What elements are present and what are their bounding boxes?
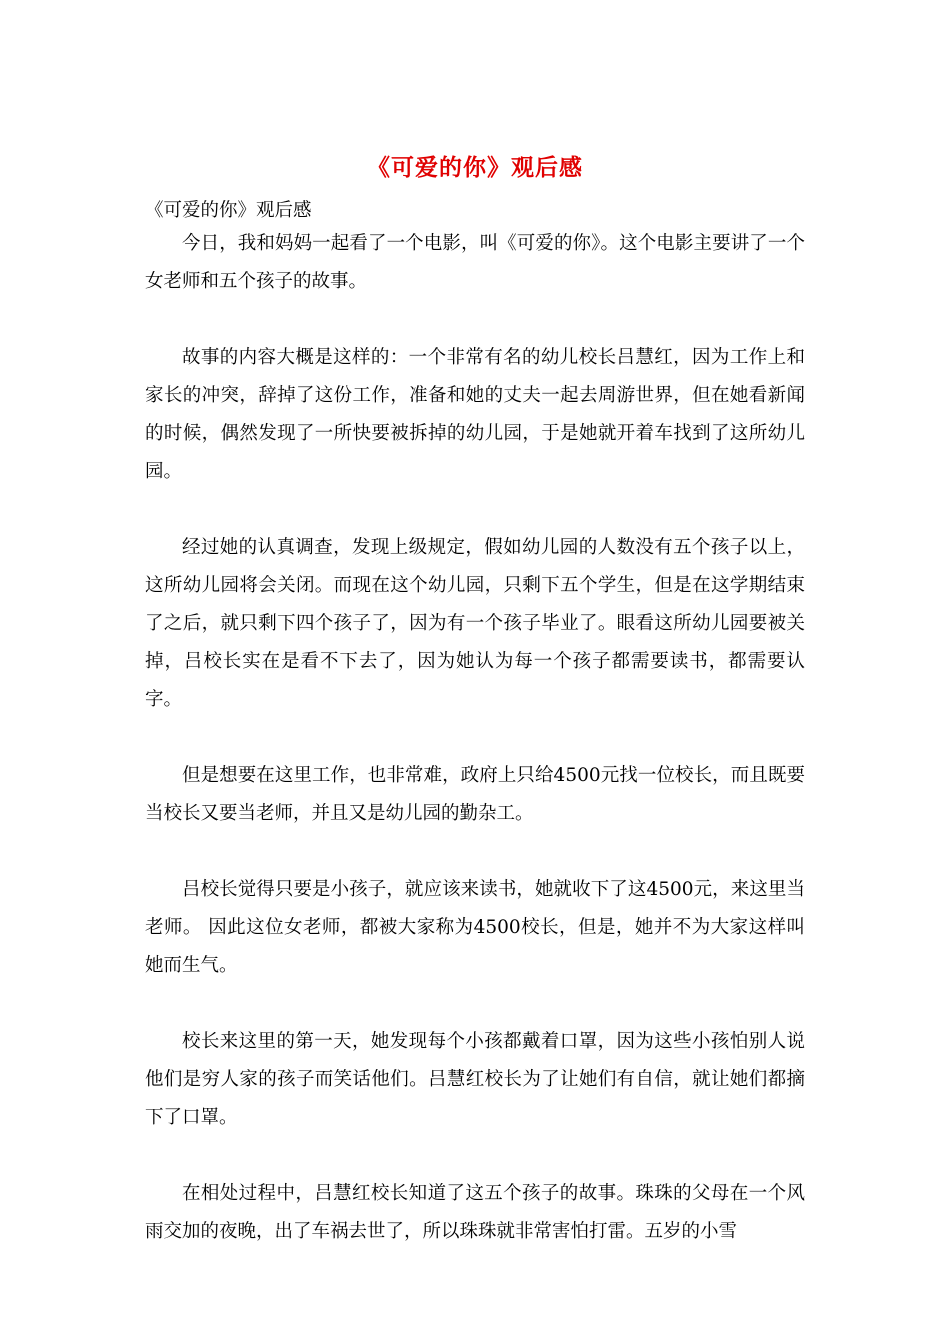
paragraph: 经过她的认真调查，发现上级规定，假如幼儿园的人数没有五个孩子以上，这所幼儿园将会关闭。而现在这个幼儿园，只剩下五个学生，但是在这学期结束了之后，就只剩下四个孩子了，因为有一个孩子毕业了。眼看这所幼儿园要被关掉，吕校长实在是看不下去了，因为她认为每一个孩子都需要读书，都需要认字。	[145, 537, 805, 710]
paragraph-gap	[145, 985, 805, 1023]
paragraph-gap	[145, 719, 805, 757]
paragraph: 故事的内容大概是这样的：一个非常有名的幼儿校长吕慧红，因为工作上和家长的冲突，辞掉了这份工作，准备和她的丈夫一起去周游世界，但在她看新闻的时候，偶然发现了一所快要被拆掉的幼儿园，于是她就开着车找到了这所幼儿园。	[145, 347, 805, 482]
paragraph: 今日，我和妈妈一起看了一个电影，叫《可爱的你》。这个电影主要讲了一个女老师和五个孩子的故事。	[145, 233, 805, 292]
paragraph-gap	[145, 491, 805, 529]
paragraph: 吕校长觉得只要是小孩子，就应该来读书，她就收下了这4500元，来这里当老师。 因此这位女老师，都被大家称为4500校长，但是，她并不为大家这样叫她而生气。	[145, 879, 805, 976]
document-subtitle: 《可爱的你》观后感	[145, 200, 312, 221]
document-title: 《可爱的你》观后感	[367, 154, 583, 181]
paragraph: 校长来这里的第一天，她发现每个小孩都戴着口罩，因为这些小孩怕别人说他们是穷人家的孩子而笑话他们。吕慧红校长为了让她们有自信，就让她们都摘下了口罩。	[145, 1031, 805, 1128]
document-body	[145, 197, 805, 1251]
paragraph-gap	[145, 1137, 805, 1175]
paragraph: 在相处过程中，吕慧红校长知道了这五个孩子的故事。珠珠的父母在一个风雨交加的夜晚，出了车祸去世了，所以珠珠就非常害怕打雷。五岁的小雪	[145, 1183, 805, 1242]
paragraph-gap	[145, 301, 805, 339]
paragraph-gap	[145, 833, 805, 871]
paragraph: 但是想要在这里工作，也非常难，政府上只给4500元找一位校长，而且既要当校长又要当老师，并且又是幼儿园的勤杂工。	[145, 765, 805, 824]
